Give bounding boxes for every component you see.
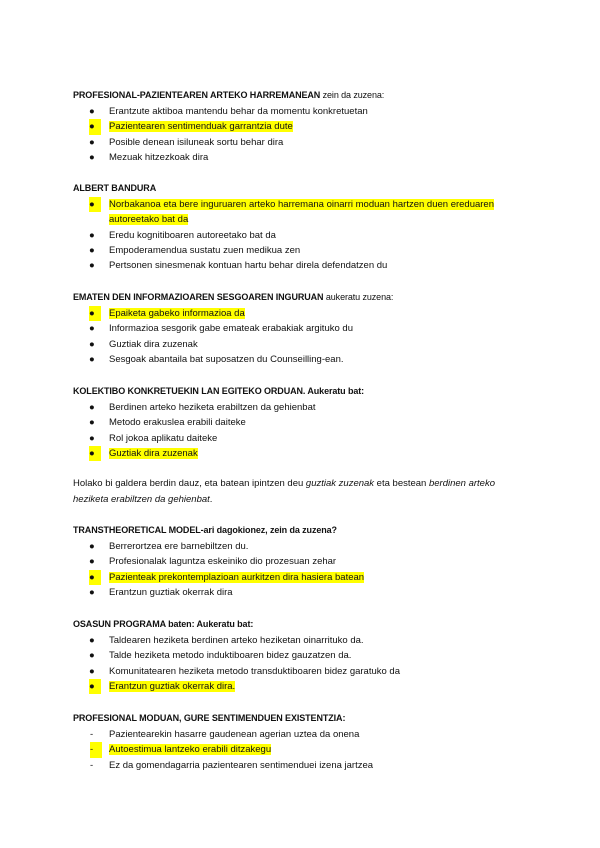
answer-list: [73, 539, 533, 600]
question-title: PROFESIONAL MODUAN, GURE SENTIMENDUEN EXISTENTZIA:: [73, 713, 346, 723]
answer-item-highlighted: ● Pazientearen sentimenduak garrantzia dute: [73, 119, 533, 134]
question-section-1: [73, 88, 533, 165]
answer-item: ● Profesionalak laguntza eskeiniko dio prozesuan zehar: [73, 554, 533, 569]
bullet-icon: ●: [89, 151, 95, 163]
answer-item: ● Berrerortzea ere barnebiltzen du.: [73, 539, 533, 554]
answer-list: [73, 727, 533, 773]
bullet-icon: ●: [89, 635, 95, 647]
bullet-icon: ●: [89, 306, 101, 321]
answer-list: [73, 400, 533, 461]
bullet-icon: ●: [89, 260, 95, 272]
answer-item: ● Erantzun guztiak okerrak dira: [73, 585, 533, 600]
question-section-7: [73, 711, 533, 773]
dash-icon: -: [90, 759, 94, 771]
question-title: PROFESIONAL-PAZIENTEAREN ARTEKO HARREMANEAN zein da zuzena:: [73, 90, 385, 100]
answer-item: ● Pertsonen sinesmenak kontuan hartu behar direla defendatzen du: [73, 258, 533, 273]
answer-item: ● Informazioa sesgorik gabe emateak erabakiak argituko du: [73, 321, 533, 336]
bullet-icon: ●: [89, 665, 95, 677]
answer-item: ● Sesgoak abantaila bat suposatzen du Counseilling-ean.: [73, 352, 533, 367]
answer-item-highlighted: ● Guztiak dira zuzenak: [73, 446, 533, 461]
answer-item-highlighted: ● Epaiketa gabeko informazioa da: [73, 306, 533, 321]
dash-icon: -: [90, 729, 94, 741]
bullet-icon: ●: [89, 106, 95, 118]
answer-item: ● Guztiak dira zuzenak: [73, 337, 533, 352]
bullet-icon: ●: [89, 197, 101, 212]
question-title: EMATEN DEN INFORMAZIOAREN SESGOAREN INGURUAN aukeratu zuzena:: [73, 292, 394, 302]
bullet-icon: ●: [89, 417, 95, 429]
answer-list: [73, 104, 533, 165]
answer-item: ● Eredu kognitiboaren autoreetako bat da: [73, 228, 533, 243]
bullet-icon: ●: [89, 229, 95, 241]
bullet-icon: ●: [89, 353, 95, 365]
question-title: KOLEKTIBO KONKRETUEKIN LAN EGITEKO ORDUAN. Aukeratu bat:: [73, 386, 365, 396]
question-title: OSASUN PROGRAMA baten: Aukeratu bat:: [73, 619, 254, 629]
question-section-2: [73, 181, 533, 273]
bullet-icon: ●: [89, 119, 101, 134]
bullet-icon: ●: [89, 446, 101, 461]
question-section-6: [73, 617, 533, 694]
answer-item: ● Talde heziketa metodo induktiboaren bidez gauzatzen da.: [73, 648, 533, 663]
answer-item: ● Taldearen heziketa berdinen arteko heziketan oinarrituko da.: [73, 633, 533, 648]
question-section-3: [73, 290, 533, 367]
bullet-icon: ●: [89, 244, 95, 256]
answer-item: - Ez da gomendagarria pazientearen sentimenduei izena jartzea: [73, 758, 533, 773]
answer-list: [73, 306, 533, 367]
bullet-icon: ●: [89, 541, 95, 553]
answer-item-highlighted: ● Norbakanoa eta bere inguruaren arteko harremana oinarri moduan hartzen duen ereduaren autoreetako bat da: [89, 199, 495, 226]
answer-item: ● Erantzute aktiboa mantendu behar da momentu konkretuetan: [73, 104, 533, 119]
bullet-icon: ●: [89, 570, 101, 585]
bullet-icon: ●: [89, 556, 95, 568]
answer-item: ● Berdinen arteko heziketa erabiltzen da gehienbat: [73, 400, 533, 415]
question-title: ALBERT BANDURA: [73, 183, 157, 193]
answer-item: ● Rol jokoa aplikatu daiteke: [73, 431, 533, 446]
answer-item: ● Komunitatearen heziketa metodo transduktiboaren bidez garatuko da: [73, 664, 533, 679]
note-paragraph: Holako bi galdera berdin dauz, eta batean ipintzen deu guztiak zuzenak eta bestean berdinen arteko heziketa erabiltzen da gehienbat.: [73, 478, 496, 505]
answer-list: [73, 633, 533, 694]
answer-item-highlighted: ● Erantzun guztiak okerrak dira.: [73, 679, 533, 694]
bullet-icon: ●: [89, 586, 95, 598]
bullet-icon: ●: [89, 679, 101, 694]
answer-list: [73, 197, 533, 273]
dash-icon: -: [90, 742, 102, 757]
bullet-icon: ●: [89, 323, 95, 335]
bullet-icon: ●: [89, 650, 95, 662]
answer-item: - Pazientearekin hasarre gaudenean agerian uztea da onena: [73, 727, 533, 742]
answer-item: ● Posible denean isiluneak sortu behar dira: [73, 135, 533, 150]
bullet-icon: ●: [89, 136, 95, 148]
bullet-icon: ●: [89, 402, 95, 414]
bullet-icon: ●: [89, 432, 95, 444]
question-section-4: [73, 384, 533, 461]
answer-item: ● Metodo erakuslea erabili daiteke: [73, 415, 533, 430]
answer-item-highlighted: - Autoestimua lantzeko erabili ditzakegu: [73, 742, 533, 757]
bullet-icon: ●: [89, 338, 95, 350]
question-title: TRANSTHEORETICAL MODEL-ari dagokionez, zein da zuzena?: [73, 525, 337, 535]
answer-item: ● Empoderamendua sustatu zuen medikua zen: [73, 243, 533, 258]
answer-item: ● Mezuak hitzezkoak dira: [73, 150, 533, 165]
answer-item-highlighted: ● Pazienteak prekontemplazioan aurkitzen dira hasiera batean: [73, 570, 533, 585]
question-section-5: [73, 523, 533, 600]
